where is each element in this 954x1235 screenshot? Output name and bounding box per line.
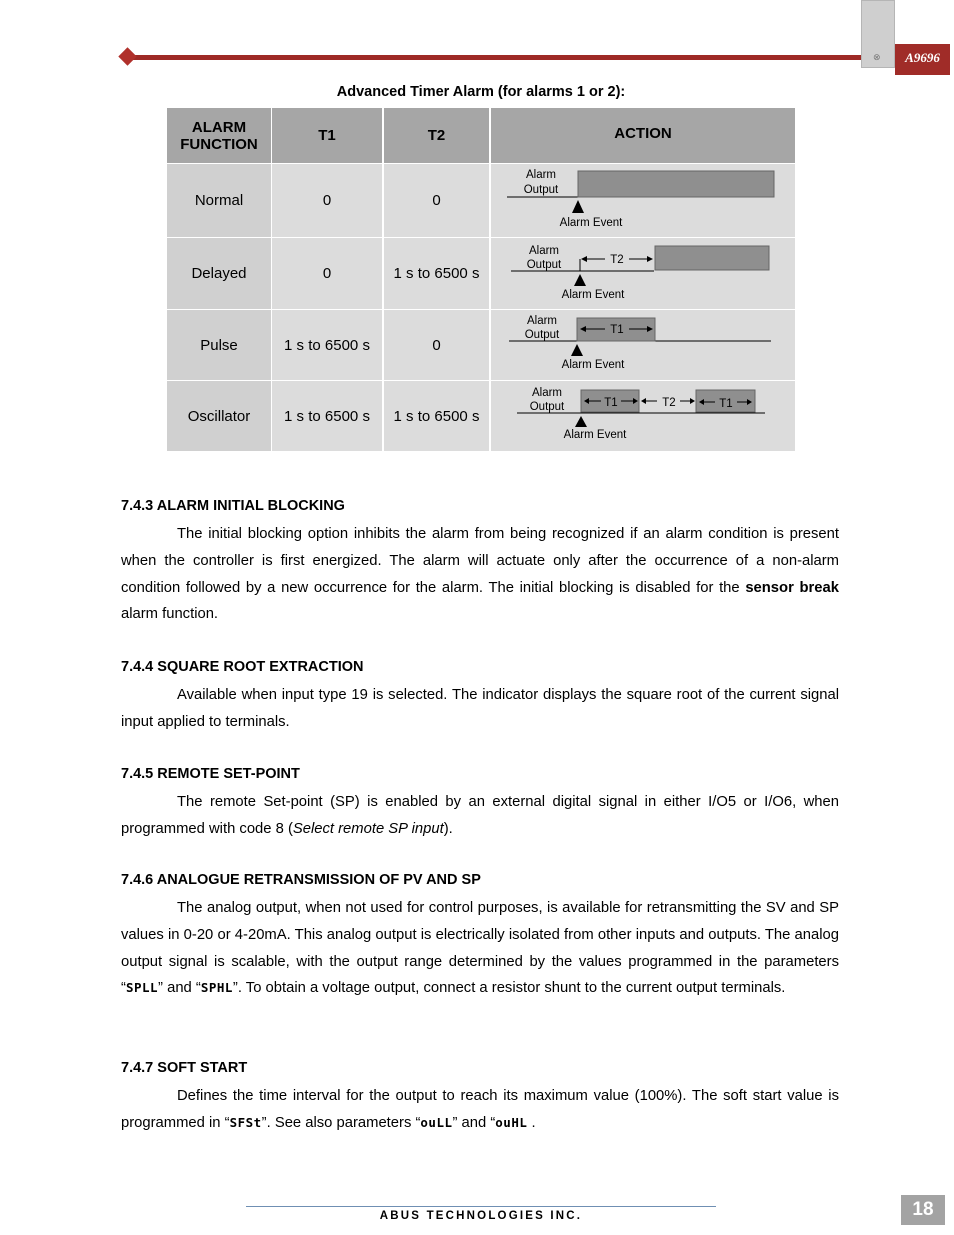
section-heading-analogue-retransmission: 7.4.6 ANALOGUE RETRANSMISSION OF PV AND SP: [121, 872, 481, 888]
table-cell-function: Oscillator: [167, 381, 271, 451]
diagram-output-label: Output: [526, 259, 562, 271]
alarm-event-marker-icon: [572, 200, 584, 213]
diagram-alarm-event-label: Alarm Event: [559, 217, 623, 229]
diagram-alarm-event-label: Alarm Event: [561, 359, 625, 371]
parameter-code: ouHL: [495, 1114, 528, 1130]
table-cell-function: Pulse: [167, 310, 271, 380]
table-cell-function: Normal: [167, 164, 271, 237]
parameter-code: SPHL: [200, 980, 233, 996]
diagram-t1-label: T1: [610, 324, 624, 336]
section-body-remote-setpoint: The remote Set-point (SP) is enabled by an external digital signal in either I/O5 or I/O6, when programmed with code 8 (Select remote SP input).: [121, 794, 839, 837]
section-heading-square-root: 7.4.4 SQUARE ROOT EXTRACTION: [121, 659, 364, 675]
diagram-pulse: [491, 310, 795, 380]
table-cell-t2: 0: [384, 164, 489, 237]
header-rule: [128, 55, 866, 60]
diagram-output-label: Output: [524, 329, 560, 341]
table-header-alarm-function: ALARM FUNCTION: [167, 108, 271, 163]
diagram-alarm-label: Alarm: [531, 387, 563, 399]
table-cell-function: Delayed: [167, 238, 271, 309]
document-code: A9696: [895, 44, 950, 75]
diagram-t1-label: T1: [604, 397, 618, 409]
section-heading-soft-start: 7.4.7 SOFT START: [121, 1060, 248, 1076]
table-title: Advanced Timer Alarm (for alarms 1 or 2):: [336, 84, 626, 100]
section-body-soft-start: Defines the time interval for the output to reach its maximum value (100%). The soft start value is programmed in “SFSt”. See also parameters “ouLL” and “ouHL .: [121, 1088, 839, 1131]
diagram-output-label: Output: [523, 184, 559, 196]
footer-rule: [246, 1206, 716, 1207]
table-cell-t1: 0: [272, 164, 382, 237]
diagram-delayed: [491, 238, 795, 309]
header-tab-mark-icon: ⊗: [873, 53, 881, 63]
section-heading-initial-blocking: 7.4.3 ALARM INITIAL BLOCKING: [121, 498, 345, 514]
diagram-output-label: Output: [529, 401, 565, 413]
diagram-oscillator: [491, 381, 795, 451]
parameter-code: ouLL: [420, 1114, 453, 1130]
section-heading-remote-setpoint: 7.4.5 REMOTE SET-POINT: [121, 766, 300, 782]
table-header-t2: T2: [384, 108, 489, 163]
alarm-event-marker-icon: [571, 344, 583, 356]
table-cell-t2: 1 s to 6500 s: [384, 381, 489, 451]
page-number: 18: [901, 1195, 945, 1225]
diagram-alarm-label: Alarm: [528, 245, 560, 257]
header-diamond-ornament: [118, 47, 136, 65]
diagram-t1-label: T1: [719, 398, 733, 410]
footer-company: ABUS TECHNOLOGIES INC.: [379, 1210, 583, 1222]
parameter-code: SPLL: [125, 980, 159, 996]
table-cell-t1: 1 s to 6500 s: [272, 310, 382, 380]
alarm-output-active-block: [578, 171, 774, 197]
alarm-event-marker-icon: [575, 416, 587, 427]
table-cell-t1: 0: [272, 238, 382, 309]
table-cell-t2: 1 s to 6500 s: [384, 238, 489, 309]
diagram-alarm-label: Alarm: [526, 315, 558, 327]
diagram-alarm-event-label: Alarm Event: [561, 289, 625, 301]
alarm-output-active-block: [655, 246, 769, 270]
diagram-t2-label: T2: [610, 254, 624, 266]
diagram-alarm-label: Alarm: [525, 169, 557, 181]
section-body-analogue-retransmission: The analog output, when not used for control purposes, is available for retransmitting the SV and SP values in 0-20 or 4-20mA. This analog output is electrically isolated from other inputs and outputs. The analog output signal is scalable, with the output range determined by the values programmed in the parameters “SPLL” and “SPHL”. To obtain a voltage output, connect a resistor shunt to the current output terminals.: [121, 900, 839, 997]
section-body-initial-blocking: The initial blocking option inhibits the alarm from being recognized if an alarm condition is present when the controller is first energized. The alarm will actuate only after the occurrence of a non-alarm condition followed by a new occurrence for the alarm. The initial blocking is disabled for the sensor break alarm function.: [121, 526, 839, 623]
alarm-event-marker-icon: [574, 274, 586, 286]
section-body-square-root: Available when input type 19 is selected. The indicator displays the square root of the current signal input applied to terminals.: [121, 687, 839, 730]
table-cell-t1: 1 s to 6500 s: [272, 381, 382, 451]
diagram-alarm-event-label: Alarm Event: [563, 429, 627, 441]
parameter-code: SFSt: [229, 1114, 262, 1130]
table-header-t1: T1: [272, 108, 382, 163]
diagram-t2-label: T2: [662, 397, 676, 409]
table-cell-t2: 0: [384, 310, 489, 380]
diagram-normal: [491, 164, 795, 237]
table-header-action: ACTION: [491, 108, 795, 163]
